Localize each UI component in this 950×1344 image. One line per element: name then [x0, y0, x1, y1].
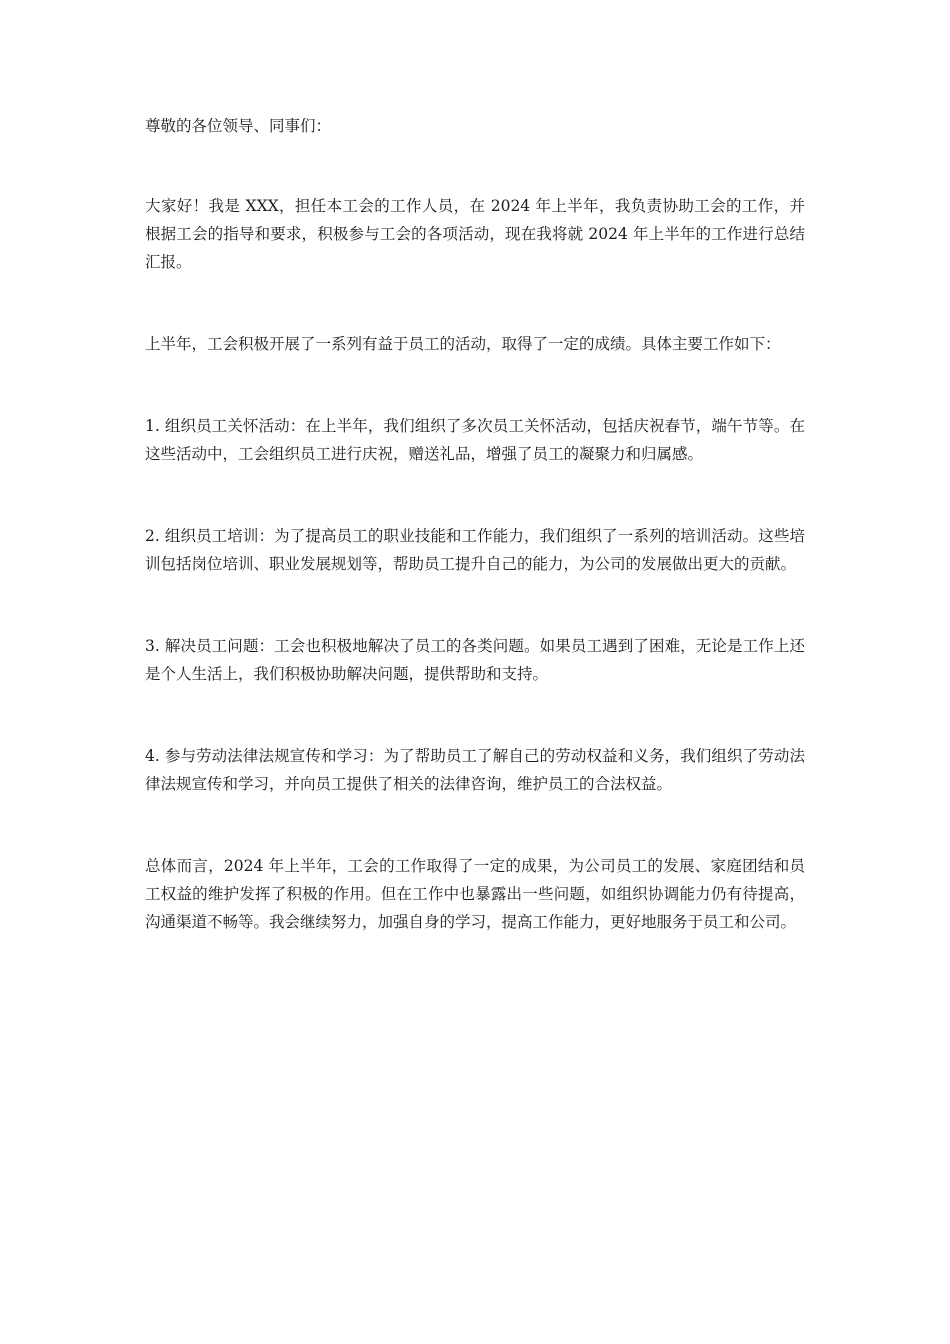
salutation: 尊敬的各位领导、同事们：	[145, 117, 332, 135]
paragraph-greeting: 大家好！我是 XXX，担任本工会的工作人员，在 2024 年上半年，我负责协助工会的工作，并根据工会的指导和要求，积极参与工会的各项活动，现在我将就 2024 年上半年的工作进行总结汇报。	[145, 197, 805, 271]
paragraph-item-1: 1. 组织员工关怀活动：在上半年，我们组织了多次员工关怀活动，包括庆祝春节，端午节等。在这些活动中，工会组织员工进行庆祝，赠送礼品，增强了员工的凝聚力和归属感。	[145, 417, 805, 463]
paragraph-conclusion: 总体而言，2024 年上半年，工会的工作取得了一定的成果，为公司员工的发展、家庭团结和员工权益的维护发挥了积极的作用。但在工作中也暴露出一些问题，如组织协调能力仍有待提高，沟通渠道不畅等。我会继续努力，加强自身的学习，提高工作能力，更好地服务于员工和公司。	[145, 857, 805, 931]
paragraph-item-2: 2. 组织员工培训：为了提高员工的职业技能和工作能力，我们组织了一系列的培训活动。这些培训包括岗位培训、职业发展规划等，帮助员工提升自己的能力，为公司的发展做出更大的贡献。	[145, 527, 805, 573]
paragraph-item-4: 4. 参与劳动法律法规宣传和学习：为了帮助员工了解自己的劳动权益和义务，我们组织了劳动法律法规宣传和学习，并向员工提供了相关的法律咨询，维护员工的合法权益。	[145, 747, 805, 793]
paragraph-item-3: 3. 解决员工问题：工会也积极地解决了员工的各类问题。如果员工遇到了困难，无论是工作上还是个人生活上，我们积极协助解决问题，提供帮助和支持。	[145, 637, 805, 683]
document-body	[145, 112, 805, 990]
paragraph-overview: 上半年，工会积极开展了一系列有益于员工的活动，取得了一定的成绩。具体主要工作如下：	[145, 335, 781, 353]
